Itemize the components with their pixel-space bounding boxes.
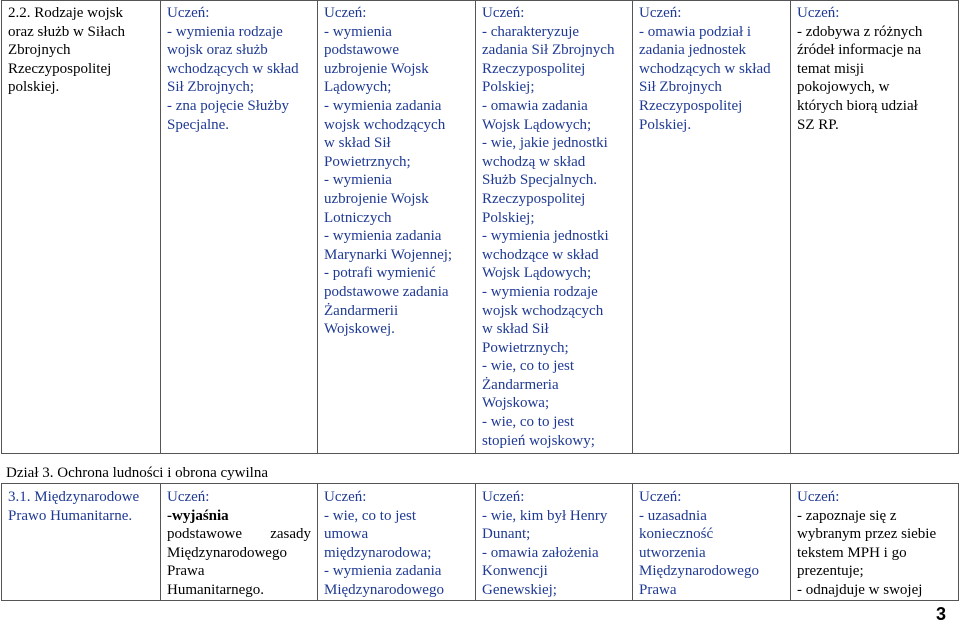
cell-line: Konwencji [482,563,548,580]
requirement-cell [476,2,632,450]
cell-line: - wie, co to jest [482,358,575,375]
cell-line: wchodzące w skład [482,246,599,263]
cell-line: prezentuje; [797,563,864,580]
cell-line: wojsk wchodzących [324,116,446,133]
cell-line: - wie, jakie jednostki [482,135,608,152]
cell-header: Uczeń: [167,5,210,21]
section-heading: Dział 3. Ochrona ludności i obrona cywilna [6,465,269,481]
cell-line: Wojskowa; [482,395,550,412]
cell-line: Żandarmerii [324,302,399,319]
requirement-cell [633,2,790,134]
cell-line: Genewskiej; [482,581,557,598]
topic-line: Prawo Humanitarne. [8,507,133,524]
cell-line: - wymienia zadania [324,563,442,580]
cell-line: - wie, co to jest [482,414,575,431]
requirement-cell [633,486,790,600]
requirement-cell [161,486,317,600]
cell-line: w skład Sił [482,321,549,338]
topic-cell [2,486,160,525]
cell-line: wojsk wchodzących [482,302,604,319]
cell-line: Międzynarodowego [167,544,287,561]
cell-line: Rzeczypospolitej [482,190,586,207]
requirement-cell [791,486,958,600]
cell-line: Rzeczypospolitej [482,60,586,77]
cell-line: pokojowych, w [797,79,890,96]
cell-header: Uczeń: [167,489,210,505]
cell-line: wchodzących w skład [167,60,299,77]
cell-line: wojsk oraz służb [167,42,268,59]
cell-line: - odnajduje w swojej [797,581,923,598]
cell-line: konieczność [639,526,714,543]
cell-line: Rzeczypospolitej [639,97,743,114]
cell-line: Sił Zbrojnych; [167,79,255,96]
topic-line: Zbrojnych [8,42,71,59]
topic-cell [2,2,160,97]
cell-line: Międzynarodowego [639,563,759,580]
cell-line: zadania Sił Zbrojnych [482,42,615,59]
cell-line: -wyjaśnia [167,507,229,524]
cell-header: Uczeń: [797,489,840,505]
requirement-cell [318,2,475,339]
cell-line: stopień wojskowy; [482,432,595,449]
cell-line: uzbrojenie Wojsk [324,60,429,77]
topic-line: polskiej. [8,79,60,96]
cell-line: wybranym przez siebie [797,526,937,543]
cell-line: - uzasadnia [639,507,707,524]
col-divider [958,483,959,601]
cell-line: podstawowe [324,42,399,59]
cell-header: Uczeń: [324,5,367,21]
cell-line: których biorą udział [797,97,918,114]
cell-line: Polskiej; [482,209,535,226]
cell-line: Prawa [167,563,205,580]
cell-line: - wymienia zadania [324,228,442,245]
table-top-border [1,0,958,1]
cell-line: podstawowe zasady [167,526,311,543]
cell-line: Międzynarodowego [324,581,444,598]
cell-line: Powietrznych; [482,339,569,356]
cell-line: temat misji [797,60,865,77]
topic-line: Rzeczypospolitej [8,60,112,77]
requirement-cell [791,2,958,134]
cell-line: - wymienia [324,172,392,189]
requirement-cell [161,2,317,134]
cell-line: Polskiej. [639,116,692,133]
cell-header: Uczeń: [324,489,367,505]
table-top-border [1,483,958,484]
cell-line: - wymienia [324,23,392,40]
cell-line: - zapoznaje się z [797,507,897,524]
cell-header: Uczeń: [797,5,840,21]
topic-line: 2.2. Rodzaje wojsk [8,5,123,21]
cell-line: - wie, kim był Henry [482,507,608,524]
cell-line: Specjalne. [167,116,230,133]
cell-line: - zdobywa z różnych [797,23,923,40]
cell-line: Lądowych; [324,79,392,96]
cell-line: - wymienia jednostki [482,228,609,245]
cell-line: podstawowe zadania [324,283,449,300]
col-divider [958,0,959,454]
cell-line: - charakteryzuje [482,23,580,40]
cell-line: - zna pojęcie Służby [167,97,290,114]
cell-line: Humanitarnego. [167,581,265,598]
cell-line: - omawia podział i [639,23,752,40]
cell-header: Uczeń: [482,5,525,21]
topic-line: oraz służb w Siłach [8,23,126,40]
requirement-cell [318,486,475,600]
cell-line: międzynarodowa; [324,544,432,561]
cell-line: Powietrznych; [324,153,411,170]
cell-line: umowa [324,526,369,543]
cell-line: - omawia założenia [482,544,599,561]
cell-line: wchodzą w skład [482,153,586,170]
table-bottom-border [1,600,958,601]
cell-line: - wymienia rodzaje [482,283,598,300]
cell-line: Sił Zbrojnych [639,79,722,96]
cell-line: Polskiej; [482,79,535,96]
cell-line: Prawa [639,581,677,598]
cell-header: Uczeń: [482,489,525,505]
cell-header: Uczeń: [639,5,682,21]
table-bottom-border [1,453,958,454]
cell-line: w skład Sił [324,135,391,152]
cell-line: źródeł informacje na [797,42,922,59]
cell-line: Wojsk Lądowych; [482,265,592,282]
cell-line: utworzenia [639,544,706,561]
page-number: 3 [935,604,946,624]
cell-line: Lotniczych [324,209,392,226]
cell-line: - potrafi wymienić [324,265,436,282]
cell-line: Marynarki Wojennej; [324,246,453,263]
cell-line: SZ RP. [797,116,839,133]
topic-line: 3.1. Międzynarodowe [8,489,140,505]
cell-header: Uczeń: [639,489,682,505]
cell-line: Służb Specjalnych. [482,172,597,189]
cell-line: tekstem MPH i go [797,544,907,561]
cell-line: Wojsk Lądowych; [482,116,592,133]
cell-line: wchodzących w skład [639,60,771,77]
cell-line: - wie, co to jest [324,507,417,524]
cell-line: zadania jednostek [639,42,747,59]
cell-line: - omawia zadania [482,97,588,114]
cell-line: Dunant; [482,526,531,543]
cell-line: - wymienia zadania [324,97,442,114]
cell-line: Żandarmeria [482,376,559,393]
cell-line: uzbrojenie Wojsk [324,190,429,207]
cell-line: Wojskowej. [324,321,395,338]
cell-line: - wymienia rodzaje [167,23,283,40]
requirement-cell [476,486,632,600]
